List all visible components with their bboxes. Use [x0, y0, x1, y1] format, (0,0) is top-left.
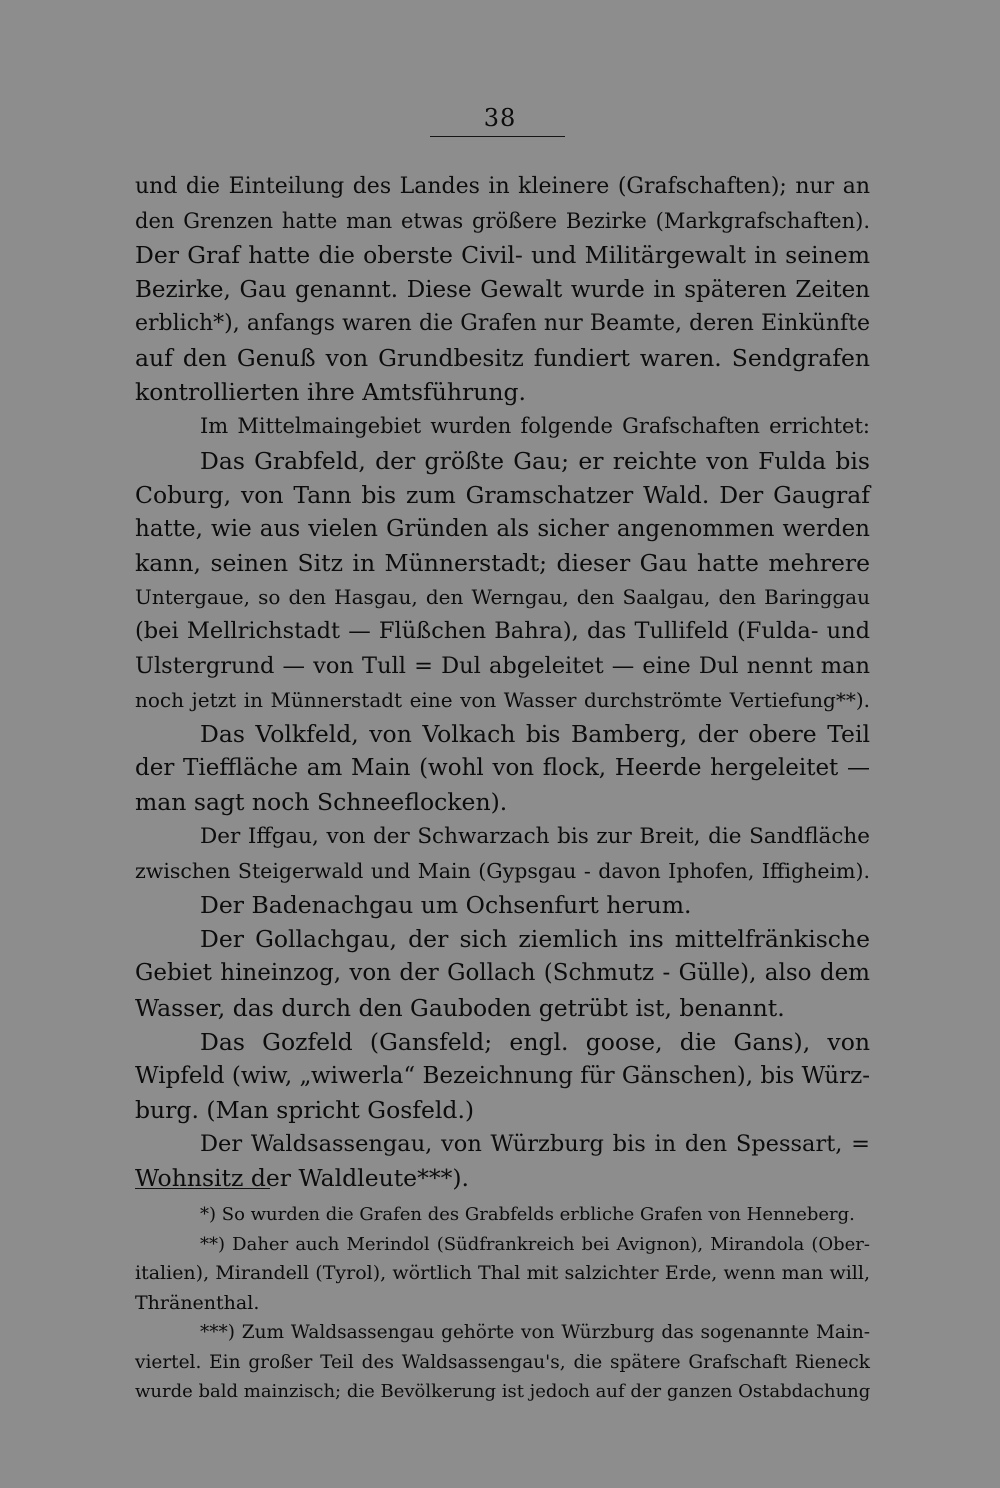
text-line: man sagt noch Schneeflocken).	[135, 788, 508, 817]
text-line: kontrollierten ihre Amtsführung.	[135, 378, 526, 407]
text-line: noch jetzt in Münnerstadt eine von Wasser durchströmte Vertiefung**).	[135, 687, 870, 712]
text-line: Wasser, das durch den Gauboden getrübt ist, benannt.	[135, 993, 785, 1022]
footnote-line: *) So wurden die Grafen des Grabfelds erbliche Grafen von Henneberg.	[200, 1204, 855, 1225]
text-line: Ulstergrund — von Tull = Dul abgeleitet — eine Dul nennt man	[135, 652, 870, 679]
footnotes	[135, 1200, 870, 1407]
text-line: zwischen Steigerwald und Main (Gypsgau - davon Iphofen, Iffigheim).	[135, 858, 870, 883]
text-line: Der Badenachgau um Ochsenfurt herum.	[200, 890, 692, 919]
text-line: Bezirke, Gau genannt. Diese Gewalt wurde in späteren Zeiten	[135, 276, 870, 303]
text-line: Der Gollachgau, der sich ziemlich ins mittelfränkische	[200, 925, 870, 954]
text-line: auf den Genuß von Grundbesitz fundiert waren. Sendgrafen	[135, 343, 870, 372]
text-line: Wipfeld (wiw, „wiwerla“ Bezeichnung für Gänschen), bis Würz-	[135, 1062, 870, 1089]
text-line: Gebiet hineinzog, von der Gollach (Schmutz - Gülle), also dem	[135, 960, 870, 987]
text-line: (bei Mellrichstadt — Flüßchen Bahra), das Tullifeld (Fulda- und	[135, 618, 870, 645]
footnote-line: ***) Zum Waldsassengau gehörte von Würzburg das sogenannte Main-	[200, 1322, 870, 1343]
text-line: Der Waldsassengau, von Würzburg bis in den Spessart, =	[200, 1131, 870, 1158]
text-line: Im Mittelmaingebiet wurden folgende Grafschaften errichtet:	[200, 414, 870, 439]
text-line: Untergaue, so den Hasgau, den Werngau, den Saalgau, den Baringgau	[135, 585, 870, 610]
text-line: Wohnsitz der Waldleute***).	[135, 1164, 469, 1193]
footnote-line: wurde bald mainzisch; die Bevölkerung ist jedoch auf der ganzen Ostabdachung	[135, 1381, 871, 1402]
header-rule	[430, 136, 565, 137]
footnote-line: italien), Mirandell (Tyrol), wörtlich Thal mit salzichter Erde, wenn man will,	[135, 1262, 870, 1284]
text-line: burg. (Man spricht Gosfeld.)	[135, 1096, 475, 1125]
page-number: 38	[483, 104, 517, 132]
text-line: kann, seinen Sitz in Münnerstadt; dieser Gau hatte mehrere	[135, 549, 870, 578]
text-line: Das Volkfeld, von Volkach bis Bamberg, der obere Teil	[200, 720, 870, 748]
text-line: Das Gozfeld (Gansfeld; engl. goose, die Gans), von	[200, 1027, 870, 1056]
text-line: hatte, wie aus vielen Gründen als sicher angenommen werden	[135, 515, 870, 542]
text-line: Der Iffgau, von der Schwarzach bis zur Breit, die Sandfläche	[200, 823, 870, 849]
text-line: der Tieffläche am Main (wohl von flock, Heerde hergeleitet —	[135, 755, 870, 782]
text-line: erblich*), anfangs waren die Grafen nur Beamte, deren Einkünfte	[135, 310, 870, 336]
footnote-line: **) Daher auch Merindol (Südfrankreich bei Avignon), Mirandola (Ober-	[200, 1233, 870, 1255]
text-line: Coburg, von Tann bis zum Gramschatzer Wald. Der Gaugraf	[135, 480, 870, 509]
footnote-line: Thränenthal.	[135, 1291, 260, 1314]
text-line: Das Grabfeld, der größte Gau; er reichte von Fulda bis	[200, 446, 870, 475]
text-line: und die Einteilung des Landes in kleinere (Grafschaften); nur an	[135, 174, 870, 199]
body-text	[135, 170, 870, 1196]
footnote-rule	[135, 1188, 270, 1189]
text-line: Der Graf hatte die oberste Civil- und Militärgewalt in seinem	[135, 241, 870, 270]
text-line: den Grenzen hatte man etwas größere Bezirke (Markgrafschaften).	[135, 209, 870, 234]
footnote-line: viertel. Ein großer Teil des Waldsassengau's, die spätere Grafschaft Rieneck	[135, 1351, 870, 1373]
